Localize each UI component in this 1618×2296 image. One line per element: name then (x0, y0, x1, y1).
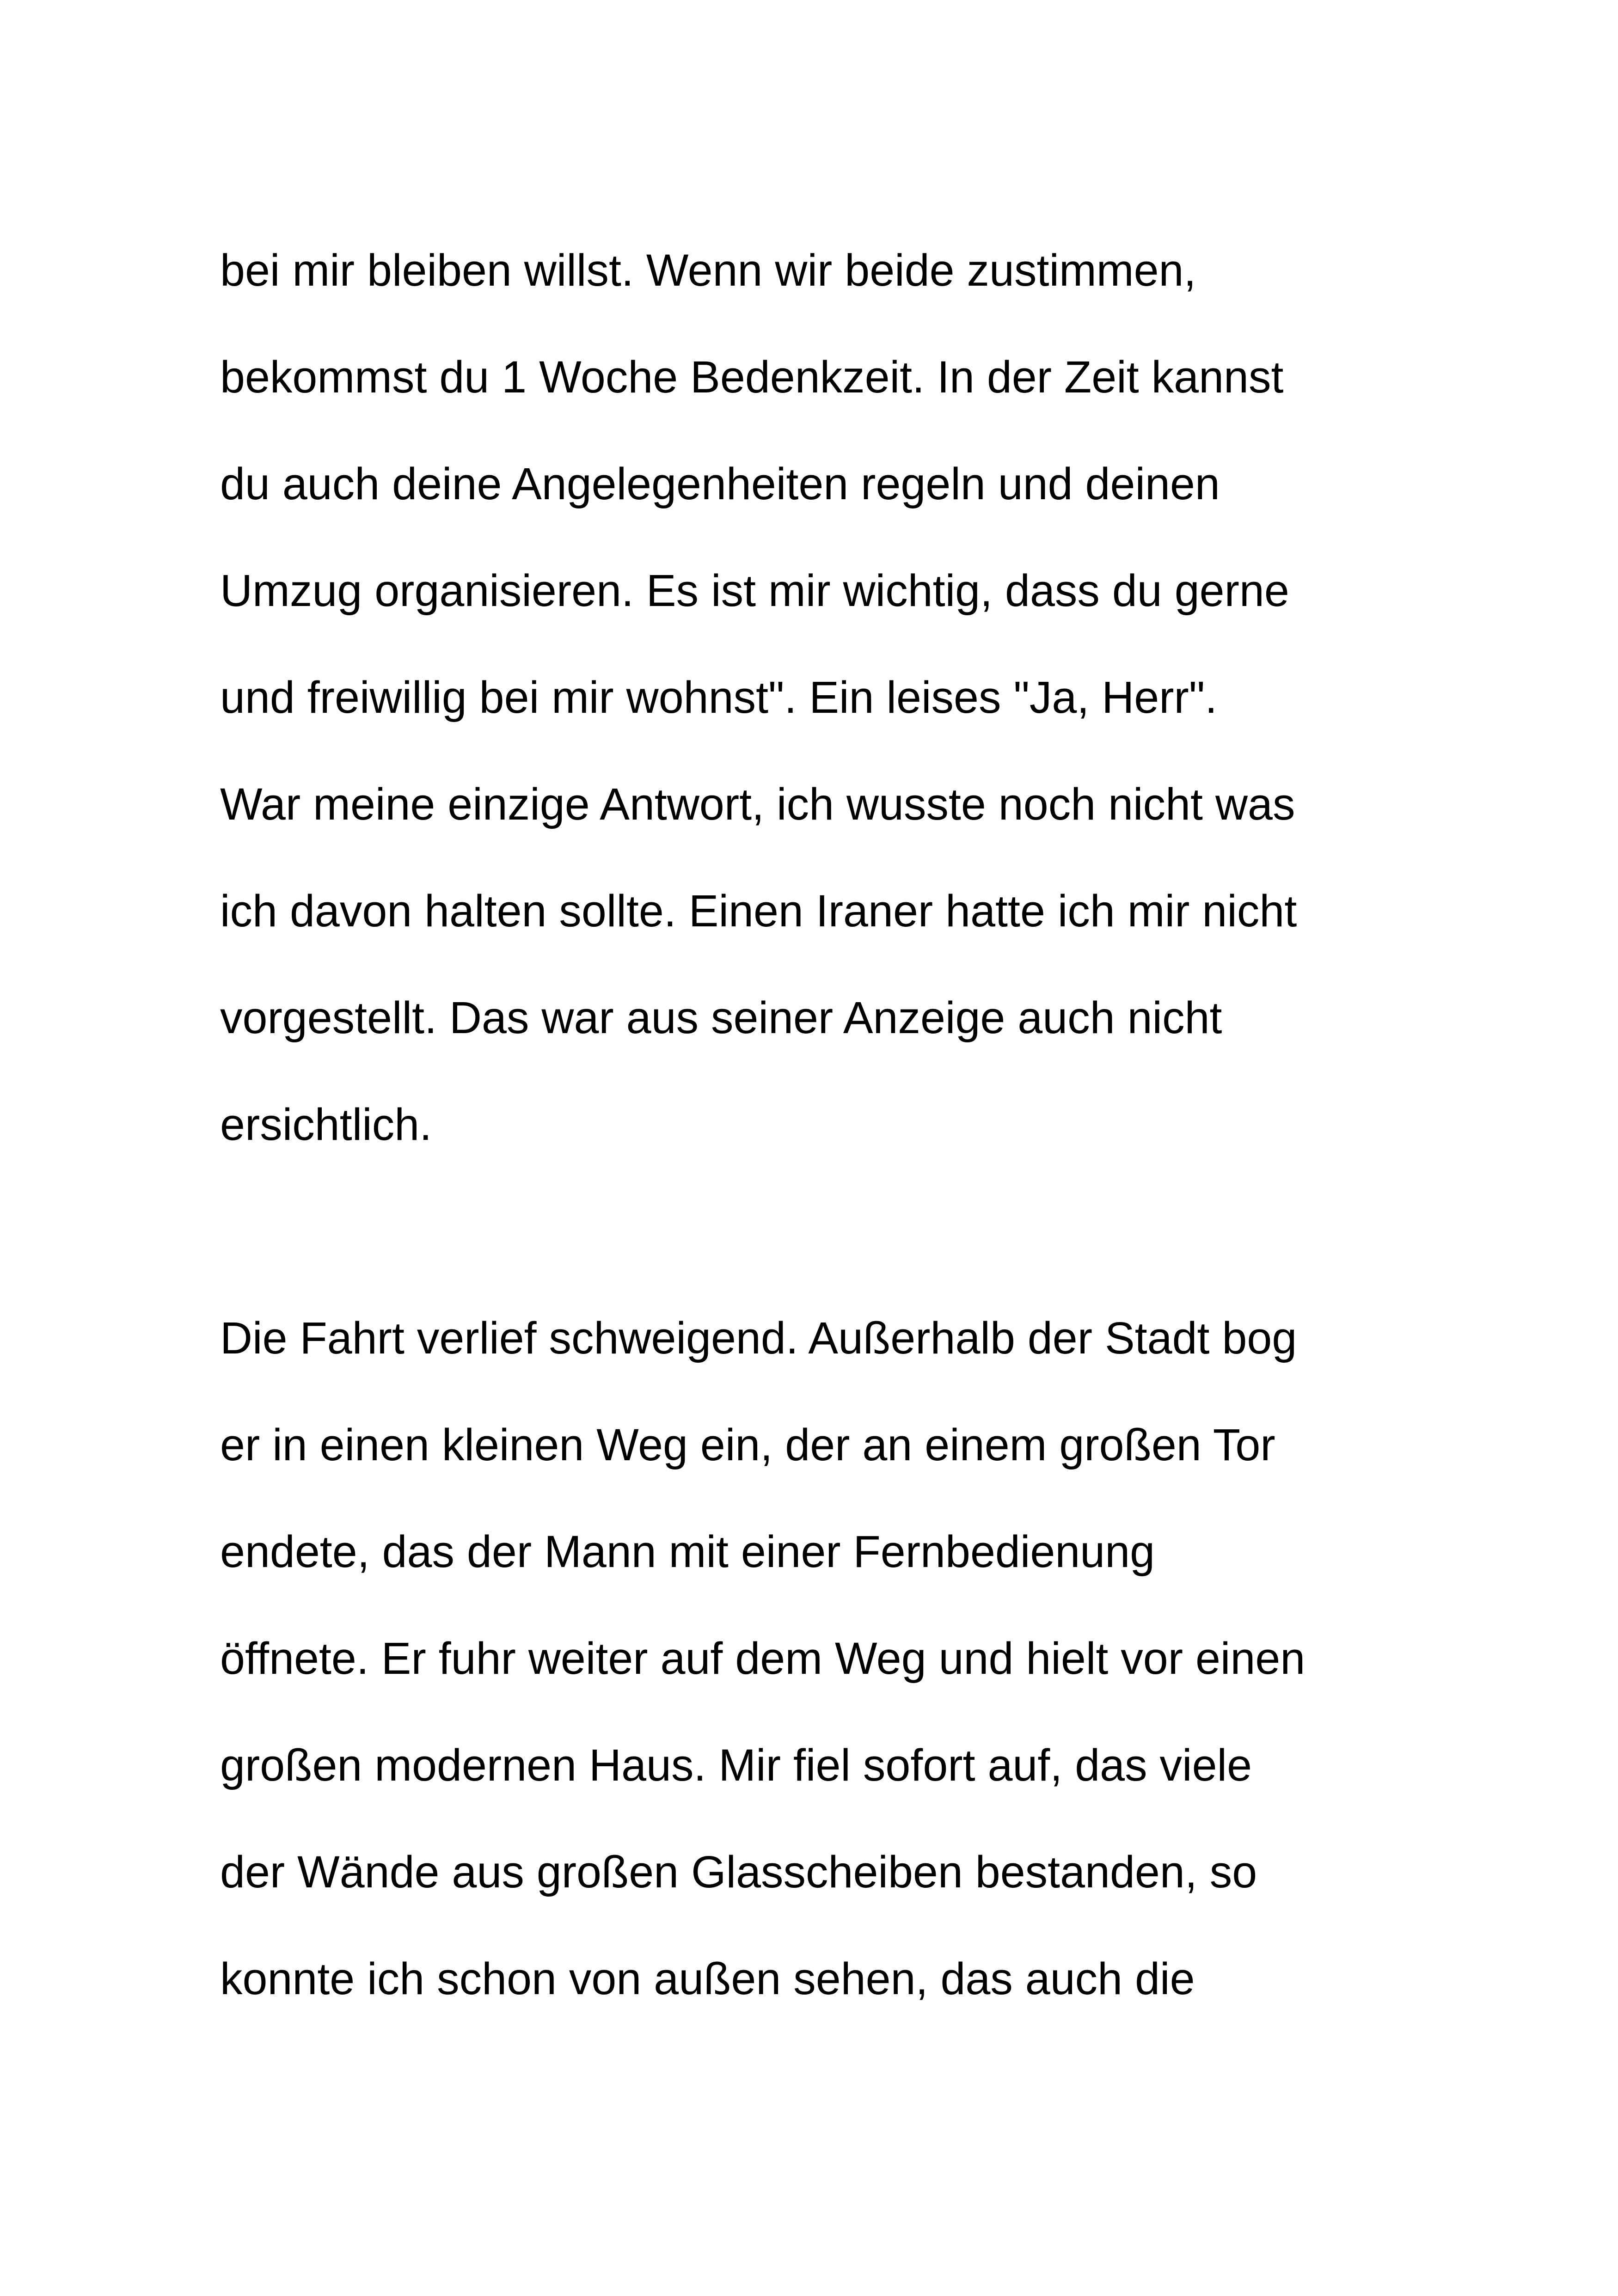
document-text (220, 217, 1403, 2032)
text-line: Die Fahrt verlief schweigend. Außerhalb der Stadt bog (220, 1313, 1297, 1363)
text-line: bekommst du 1 Woche Bedenkzeit. In der Zeit kannst (220, 352, 1284, 402)
text-line: der Wände aus großen Glasscheiben bestanden, so (220, 1847, 1257, 1897)
text-line: Umzug organisieren. Es ist mir wichtig, dass du gerne (220, 565, 1289, 616)
text-line: du auch deine Angelegenheiten regeln und deinen (220, 459, 1220, 509)
paragraph-2 (220, 1285, 1403, 2032)
text-line: endete, das der Mann mit einer Fernbedienung (220, 1526, 1155, 1577)
paragraph-1 (220, 217, 1403, 1178)
text-line: er in einen kleinen Weg ein, der an einem großen Tor (220, 1420, 1275, 1470)
text-line: großen modernen Haus. Mir fiel sofort auf, das viele (220, 1740, 1252, 1790)
paragraph-spacer (220, 1178, 1403, 1285)
text-line: ich davon halten sollte. Einen Iraner hatte ich mir nicht (220, 886, 1297, 936)
text-line: War meine einzige Antwort, ich wusste noch nicht was (220, 779, 1295, 829)
text-line: öffnete. Er fuhr weiter auf dem Weg und hielt vor einen (220, 1633, 1305, 1684)
text-line: konnte ich schon von außen sehen, das auch die (220, 1953, 1195, 2004)
text-line: bei mir bleiben willst. Wenn wir beide zustimmen, (220, 245, 1196, 295)
text-line: vorgestellt. Das war aus seiner Anzeige auch nicht (220, 992, 1222, 1043)
text-line: ersichtlich. (220, 1099, 432, 1150)
text-line: und freiwillig bei mir wohnst". Ein leises "Ja, Herr". (220, 672, 1218, 722)
